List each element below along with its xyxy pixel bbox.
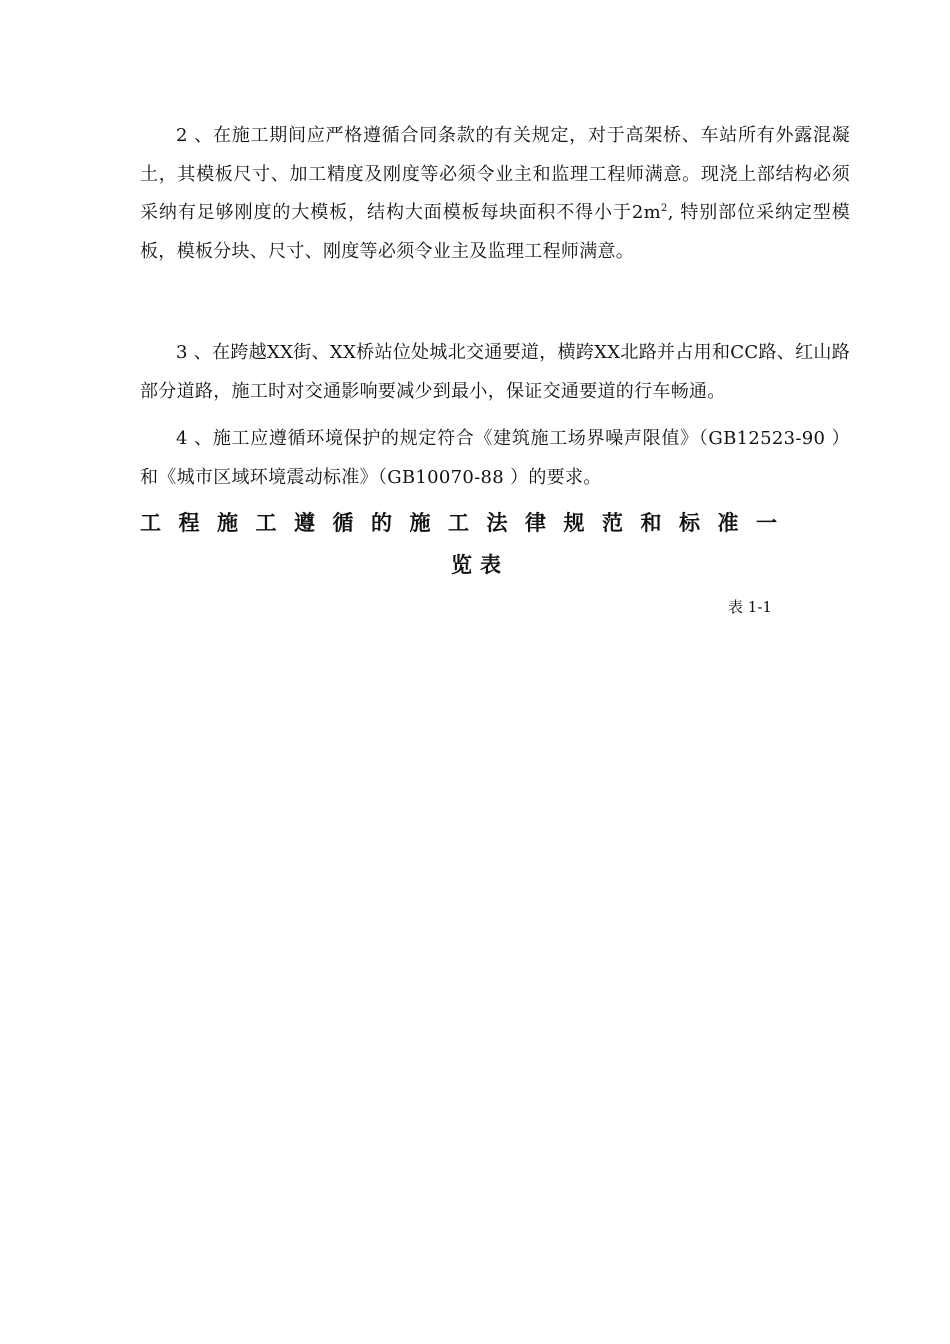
paragraph-item-2 [140, 117, 850, 271]
section-title-line-2: 览表 [451, 553, 509, 577]
paragraph-2-text-cont: , 特别部位采纳定型模板，模板分块、尺寸、刚度等必须令业主及监理工程师满意。 [140, 202, 850, 262]
superscript-2: 2 [661, 203, 668, 214]
table-number-label: 表 1-1 [728, 598, 772, 616]
paragraph-item-4: 4 、施工应遵循环境保护的规定符合《建筑施工场界噪声限值》（GB12523-90 ）和《城市区域环境震动标准》（GB10070-88 ）的要求。 [140, 428, 850, 488]
paragraph-item-3: 3 、在跨越XX街、XX桥站位处城北交通要道，横跨XX北路并占用和CC路、红山路部分道路，施工时对交通影响要减少到最小，保证交通要道的行车畅通。 [140, 342, 850, 402]
section-title-line-1: 工程施工遵循的施工法律规范和标准一 [140, 511, 795, 535]
paragraph-2-text: 2 、在施工期间应严格遵循合同条款的有关规定，对于高架桥、车站所有外露混凝土，其模板尺寸、加工精度及刚度等必须令业主和监理工程师满意。现浇上部结构必须采纳有足够刚度的大模板，结构大面模板每块面积不得小于2m [140, 125, 850, 223]
